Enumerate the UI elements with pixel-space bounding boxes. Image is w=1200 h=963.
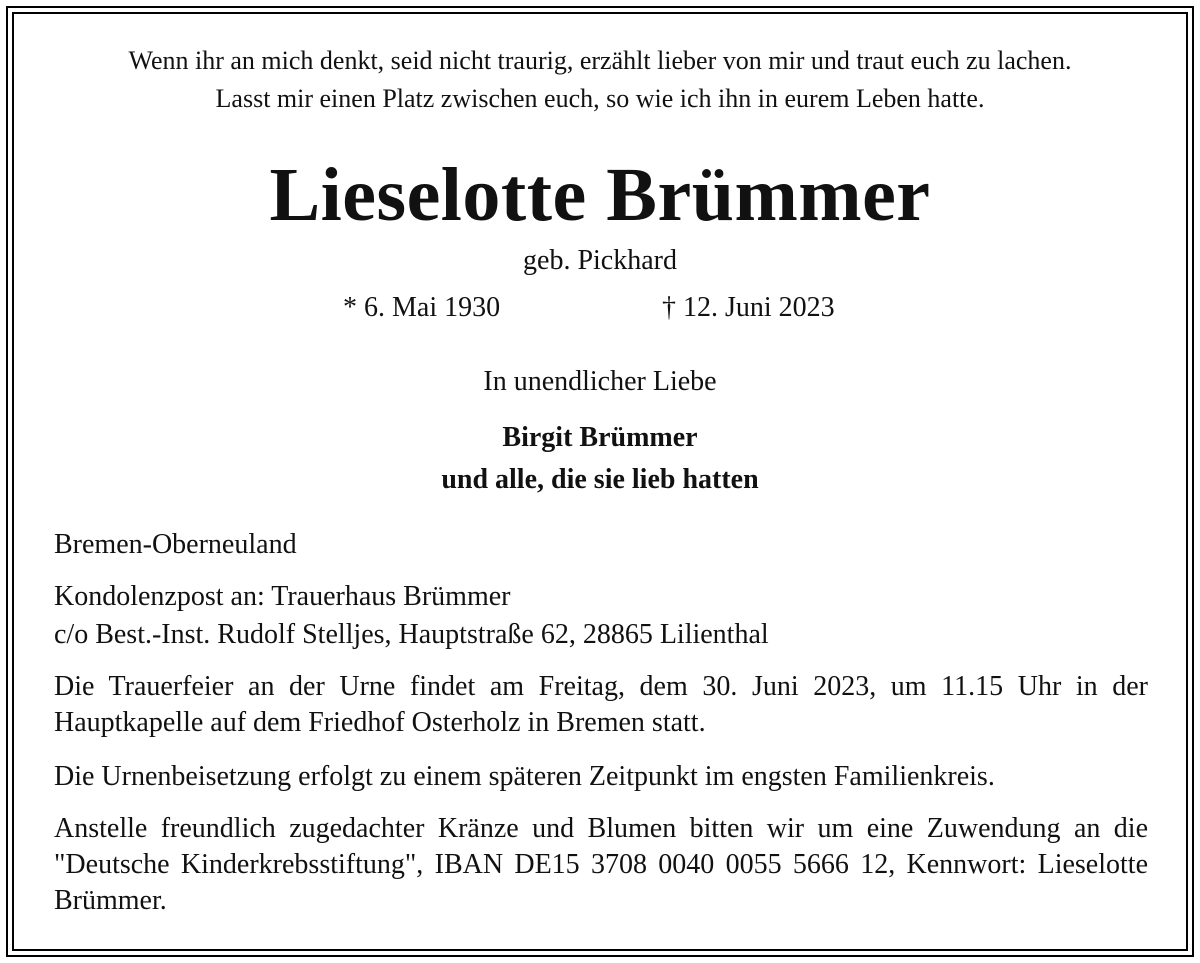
burial-text: Die Urnenbeisetzung erfolgt zu einem späteren Zeitpunkt im engsten Familienkreis. — [54, 761, 995, 792]
mourners-others: und alle, die sie lieb hatten — [441, 464, 759, 495]
mourner-name: Birgit Brümmer — [502, 422, 698, 453]
deceased-name: Lieselotte Brümmer — [269, 153, 931, 237]
donation-text: Anstelle freundlich zugedachter Kränze und Blumen bitten wir um eine Zuwendung an die "Deutsche Kinderkrebsstiftung", IBAN DE15 3708 0040 0055 5666 12, Kennwort: Lieselotte Brümmer. — [54, 813, 1148, 916]
motto-line-1: Wenn ihr an mich denkt, seid nicht traurig, erzählt lieber von mir und traut euch zu lachen. — [128, 46, 1072, 75]
condolence-line-1: Kondolenzpost an: Trauerhaus Brümmer — [54, 581, 511, 612]
place: Bremen-Oberneuland — [54, 529, 297, 560]
birth-name: geb. Pickhard — [523, 245, 677, 276]
mourners-intro: In unendlicher Liebe — [483, 366, 717, 397]
ceremony-text: Die Trauerfeier an der Urne findet am Freitag, dem 30. Juni 2023, um 11.15 Uhr in der Hauptkapelle auf dem Friedhof Osterholz in Bremen statt. — [54, 671, 1148, 738]
condolence-line-2: c/o Best.-Inst. Rudolf Stelljes, Hauptstraße 62, 28865 Lilienthal — [54, 619, 769, 650]
death-date: † 12. Juni 2023 — [662, 292, 835, 323]
motto-line-2: Lasst mir einen Platz zwischen euch, so wie ich ihn in eurem Leben hatte. — [215, 84, 985, 113]
birth-date: * 6. Mai 1930 — [343, 292, 501, 323]
